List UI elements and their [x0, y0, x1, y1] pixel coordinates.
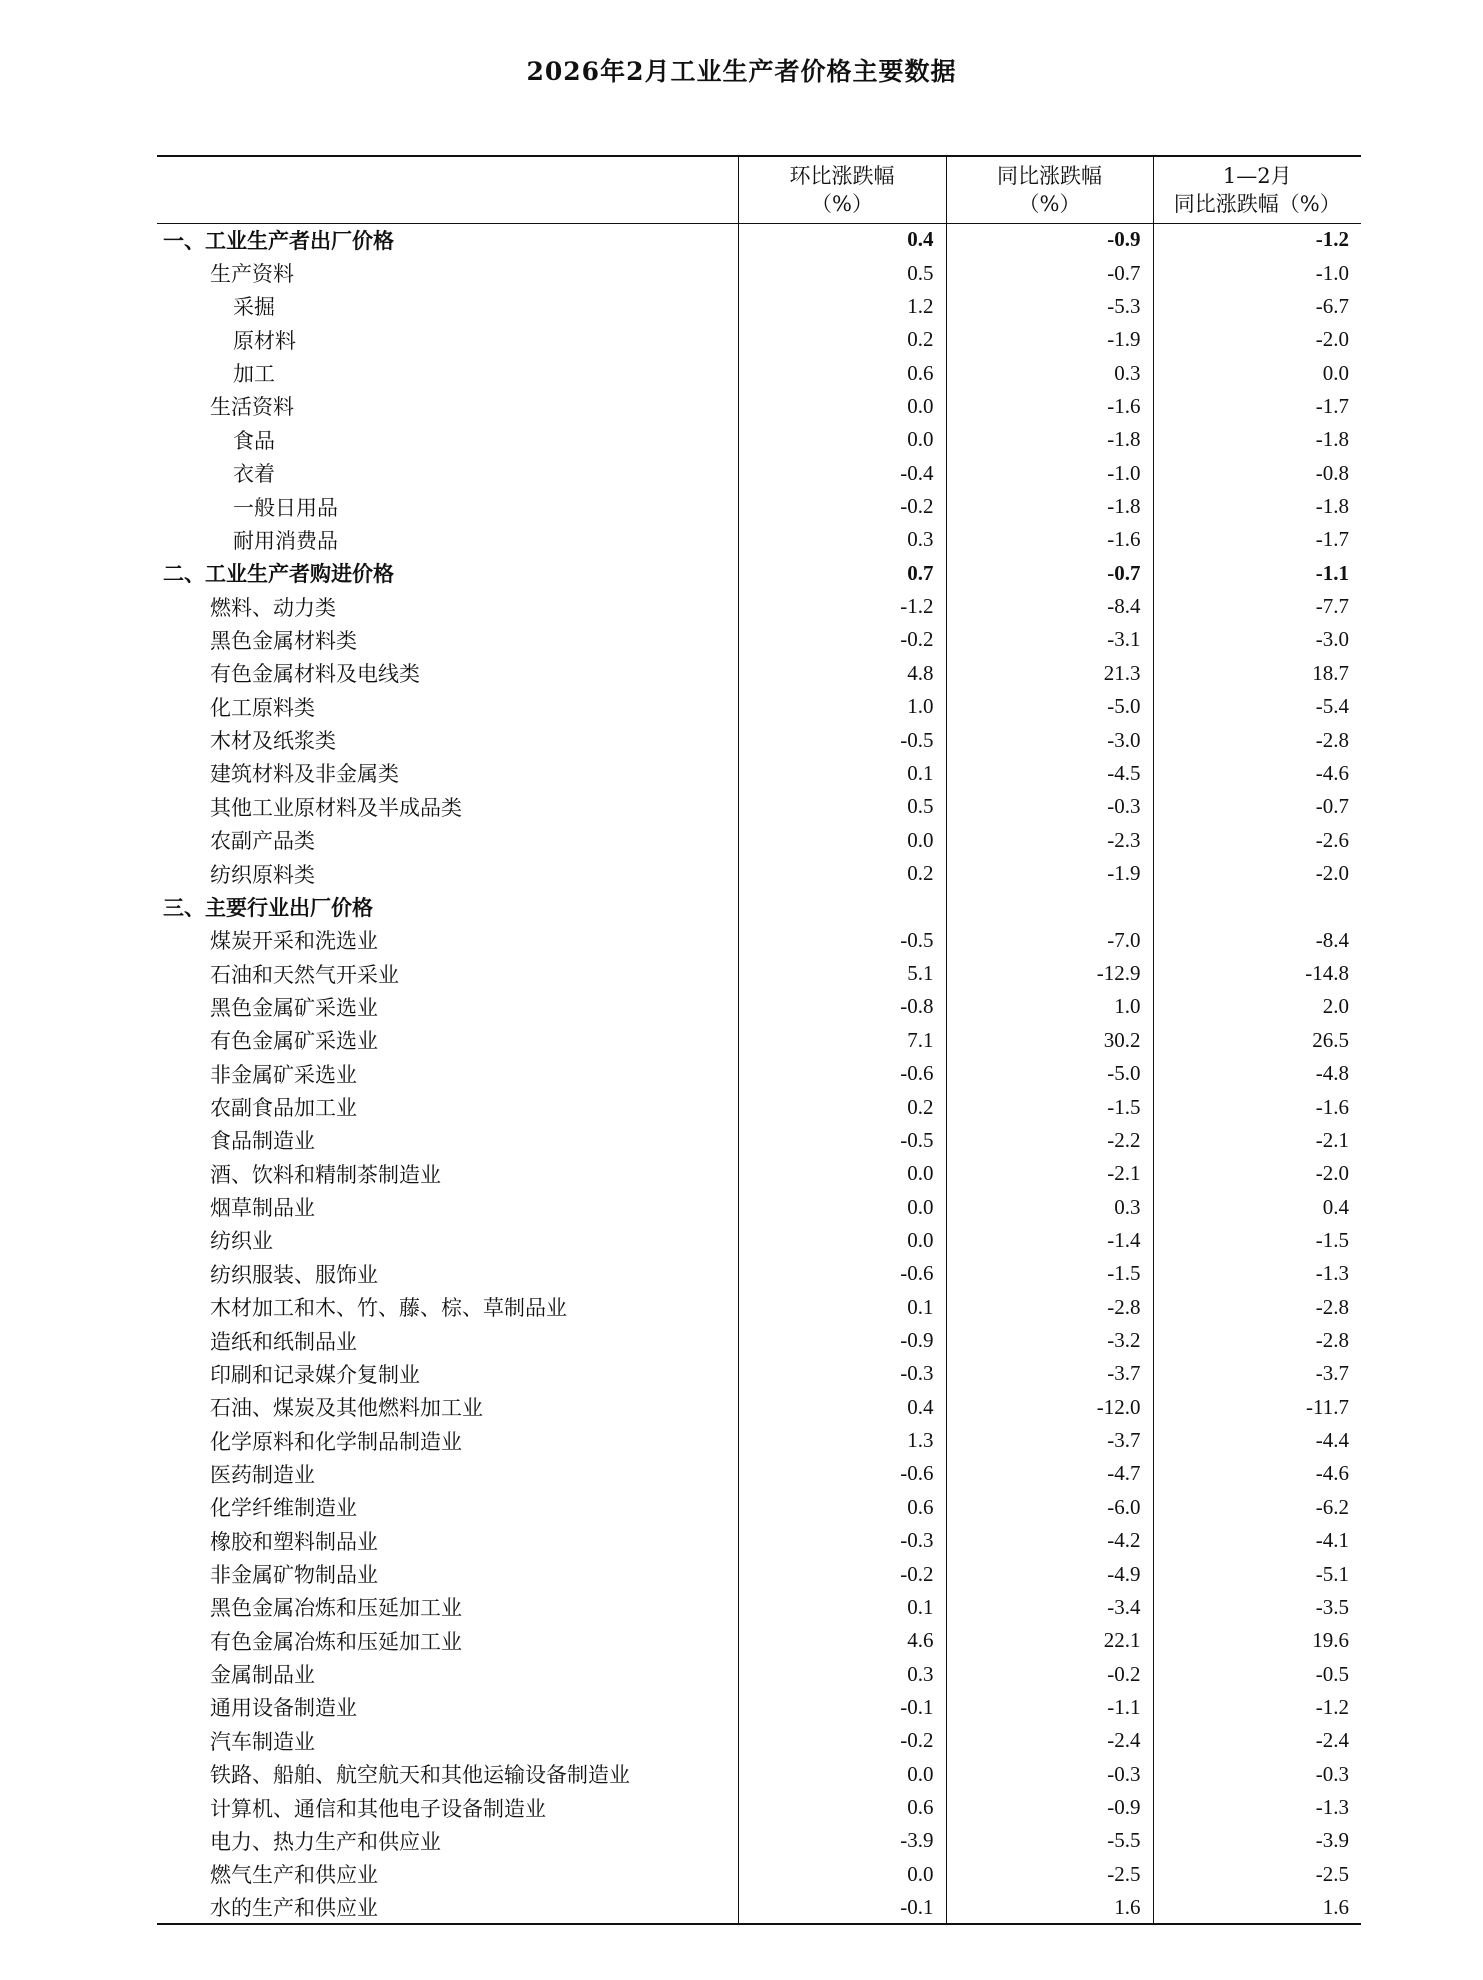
row-yoy-value: -12.9 [946, 957, 1153, 990]
table-row [157, 390, 1361, 423]
header-yoy-line1: 同比涨跌幅 [997, 163, 1102, 188]
table-row [157, 1024, 1361, 1057]
row-mom-value: 0.0 [738, 1858, 946, 1891]
row-mom-value: -1.2 [738, 590, 946, 623]
row-mom-value: 0.3 [738, 1657, 946, 1690]
table-header-row [157, 156, 1361, 223]
row-label: 通用设备制造业 [210, 1696, 357, 1721]
row-ytd-value: -1.2 [1153, 1691, 1361, 1724]
row-ytd-value: 18.7 [1153, 657, 1361, 690]
row-ytd-value: -5.1 [1153, 1557, 1361, 1590]
table-row [157, 924, 1361, 957]
row-ytd-value: -2.0 [1153, 323, 1361, 356]
row-label: 计算机、通信和其他电子设备制造业 [210, 1796, 546, 1821]
row-ytd-value: 1.6 [1153, 1891, 1361, 1924]
row-ytd-value: -3.9 [1153, 1824, 1361, 1857]
row-ytd-value: -2.8 [1153, 723, 1361, 756]
row-mom-value: -0.1 [738, 1891, 946, 1924]
table-row [157, 1724, 1361, 1757]
row-mom-value: -0.2 [738, 623, 946, 656]
table-row [157, 790, 1361, 823]
table-row [157, 423, 1361, 456]
row-mom-value: 1.3 [738, 1424, 946, 1457]
row-mom-value: 0.0 [738, 1758, 946, 1791]
table-row [157, 1891, 1361, 1924]
row-yoy-value: -3.2 [946, 1324, 1153, 1357]
row-mom-value: 0.0 [738, 1157, 946, 1190]
row-ytd-value: -6.7 [1153, 290, 1361, 323]
row-yoy-value: -2.5 [946, 1858, 1153, 1891]
row-mom-value: -0.4 [738, 457, 946, 490]
row-ytd-value: -2.6 [1153, 823, 1361, 856]
row-mom-value: -0.2 [738, 1724, 946, 1757]
row-ytd-value: -2.8 [1153, 1291, 1361, 1324]
row-yoy-value: -2.2 [946, 1124, 1153, 1157]
table-row [157, 957, 1361, 990]
row-ytd-value: -1.8 [1153, 423, 1361, 456]
row-label: 有色金属矿采选业 [210, 1029, 378, 1054]
row-yoy-value: -2.1 [946, 1157, 1153, 1190]
row-yoy-value: -4.7 [946, 1457, 1153, 1490]
row-mom-value: 0.3 [738, 523, 946, 556]
row-yoy-value: -1.6 [946, 390, 1153, 423]
row-mom-value: 4.8 [738, 657, 946, 690]
row-yoy-value: -1.0 [946, 457, 1153, 490]
table-row [157, 1224, 1361, 1257]
row-yoy-value: -12.0 [946, 1391, 1153, 1424]
row-yoy-value: 1.0 [946, 990, 1153, 1023]
row-mom-value: -0.5 [738, 924, 946, 957]
row-ytd-value: -4.4 [1153, 1424, 1361, 1457]
table-row [157, 623, 1361, 656]
row-ytd-value: 19.6 [1153, 1624, 1361, 1657]
row-ytd-value: -1.7 [1153, 523, 1361, 556]
row-label: 非金属矿物制品业 [210, 1563, 378, 1588]
row-mom-value: 0.1 [738, 757, 946, 790]
row-label: 生产资料 [210, 262, 294, 287]
row-label: 化工原料类 [210, 695, 315, 720]
row-ytd-value: -2.8 [1153, 1324, 1361, 1357]
table-row [157, 256, 1361, 289]
row-ytd-value: -4.1 [1153, 1524, 1361, 1557]
table-row [157, 1557, 1361, 1590]
row-yoy-value: -1.4 [946, 1224, 1153, 1257]
section-row [157, 557, 1361, 590]
table-row [157, 1824, 1361, 1857]
table-row [157, 1758, 1361, 1791]
header-mom [738, 156, 946, 223]
row-label: 原材料 [233, 328, 296, 353]
row-yoy-value: -8.4 [946, 590, 1153, 623]
row-ytd-value: -4.6 [1153, 1457, 1361, 1490]
row-label: 农副产品类 [210, 829, 315, 854]
table-row [157, 823, 1361, 856]
row-label: 橡胶和塑料制品业 [210, 1529, 378, 1554]
row-mom-value: 0.5 [738, 256, 946, 289]
row-mom-value: 0.4 [738, 223, 946, 256]
row-ytd-value: -6.2 [1153, 1491, 1361, 1524]
header-yoy-line2: （%） [1018, 191, 1081, 216]
row-yoy-value: -4.9 [946, 1557, 1153, 1590]
row-mom-value: 0.6 [738, 1491, 946, 1524]
row-label: 木材加工和木、竹、藤、棕、草制品业 [210, 1296, 567, 1321]
row-mom-value: -0.6 [738, 1257, 946, 1290]
table-row [157, 1257, 1361, 1290]
row-label: 木材及纸浆类 [210, 729, 336, 754]
table-row [157, 1591, 1361, 1624]
table-row [157, 723, 1361, 756]
row-ytd-value: -4.6 [1153, 757, 1361, 790]
row-yoy-value: -0.9 [946, 223, 1153, 256]
row-yoy-value: -0.2 [946, 1657, 1153, 1690]
row-ytd-value: -2.0 [1153, 857, 1361, 890]
row-label: 金属制品业 [210, 1663, 315, 1688]
table-row [157, 990, 1361, 1023]
row-ytd-value: -2.1 [1153, 1124, 1361, 1157]
header-mom-line1: 环比涨跌幅 [789, 163, 895, 188]
row-label: 医药制造业 [210, 1462, 315, 1487]
row-yoy-value: 0.3 [946, 356, 1153, 389]
row-label: 黑色金属材料类 [210, 628, 357, 653]
row-mom-value: 0.6 [738, 356, 946, 389]
row-label: 造纸和纸制品业 [210, 1329, 357, 1354]
row-label: 黑色金属冶炼和压延加工业 [210, 1596, 462, 1621]
row-label: 石油、煤炭及其他燃料加工业 [210, 1396, 483, 1421]
row-label: 汽车制造业 [210, 1729, 315, 1754]
row-label: 农副食品加工业 [210, 1096, 357, 1121]
row-yoy-value: -4.2 [946, 1524, 1153, 1557]
row-ytd-value: -3.0 [1153, 623, 1361, 656]
row-ytd-value: -1.7 [1153, 390, 1361, 423]
row-ytd-value: -14.8 [1153, 957, 1361, 990]
row-label: 纺织业 [210, 1229, 273, 1254]
row-mom-value: 0.2 [738, 323, 946, 356]
row-yoy-value: 21.3 [946, 657, 1153, 690]
row-yoy-value: -0.7 [946, 557, 1153, 590]
row-ytd-value: 26.5 [1153, 1024, 1361, 1057]
row-mom-value: 0.0 [738, 1224, 946, 1257]
row-mom-value: 0.2 [738, 857, 946, 890]
row-label: 有色金属冶炼和压延加工业 [210, 1629, 462, 1654]
row-yoy-value: 22.1 [946, 1624, 1153, 1657]
row-ytd-value: 0.0 [1153, 356, 1361, 389]
row-yoy-value: -1.5 [946, 1090, 1153, 1123]
row-ytd-value: -3.5 [1153, 1591, 1361, 1624]
row-mom-value: 0.0 [738, 390, 946, 423]
row-yoy-value: -2.3 [946, 823, 1153, 856]
row-yoy-value: -3.7 [946, 1424, 1153, 1457]
row-yoy-value: -1.6 [946, 523, 1153, 556]
row-label: 有色金属材料及电线类 [210, 662, 420, 687]
row-yoy-value: 0.3 [946, 1190, 1153, 1223]
row-label: 纺织原料类 [210, 862, 315, 887]
row-label: 煤炭开采和洗选业 [210, 929, 378, 954]
header-yoy [946, 156, 1153, 223]
row-label: 纺织服装、服饰业 [210, 1262, 378, 1287]
row-label: 电力、热力生产和供应业 [210, 1829, 441, 1854]
row-label: 酒、饮料和精制茶制造业 [210, 1162, 441, 1187]
row-label: 黑色金属矿采选业 [210, 995, 378, 1020]
row-yoy-value: -0.3 [946, 790, 1153, 823]
row-yoy-value: -5.0 [946, 690, 1153, 723]
row-yoy-value: -2.4 [946, 1724, 1153, 1757]
row-yoy-value: -6.0 [946, 1491, 1153, 1524]
row-label: 三、主要行业出厂价格 [163, 894, 373, 920]
row-label: 一、工业生产者出厂价格 [163, 227, 394, 253]
table-row [157, 857, 1361, 890]
row-yoy-value: -1.8 [946, 423, 1153, 456]
row-label: 化学纤维制造业 [210, 1496, 357, 1521]
table-row [157, 356, 1361, 389]
row-ytd-value [1153, 890, 1361, 923]
row-mom-value: 0.5 [738, 790, 946, 823]
row-label: 食品制造业 [210, 1129, 315, 1154]
table-row [157, 1424, 1361, 1457]
row-yoy-value: -5.5 [946, 1824, 1153, 1857]
row-mom-value: -0.5 [738, 1124, 946, 1157]
table-row [157, 1357, 1361, 1390]
row-mom-value: 1.2 [738, 290, 946, 323]
row-label: 衣着 [233, 462, 275, 487]
row-mom-value: -0.1 [738, 1691, 946, 1724]
row-ytd-value: -1.6 [1153, 1090, 1361, 1123]
header-ytd-line1: 1—2月 [1222, 163, 1292, 188]
row-mom-value [738, 890, 946, 923]
table-row [157, 1491, 1361, 1524]
row-label: 其他工业原材料及半成品类 [210, 795, 462, 820]
row-mom-value: -0.2 [738, 1557, 946, 1590]
row-label: 烟草制品业 [210, 1196, 315, 1221]
row-mom-value: 7.1 [738, 1024, 946, 1057]
row-ytd-value: -2.4 [1153, 1724, 1361, 1757]
row-label: 铁路、船舶、航空航天和其他运输设备制造业 [210, 1763, 630, 1788]
table-row [157, 590, 1361, 623]
row-mom-value: -0.6 [738, 1457, 946, 1490]
table-row [157, 1524, 1361, 1557]
section-row [157, 890, 1361, 923]
row-mom-value: 0.6 [738, 1791, 946, 1824]
row-mom-value: -0.3 [738, 1524, 946, 1557]
row-mom-value: 0.0 [738, 423, 946, 456]
table-row [157, 1624, 1361, 1657]
header-item [157, 156, 738, 223]
table-row [157, 323, 1361, 356]
table-row [157, 1657, 1361, 1690]
row-ytd-value: -8.4 [1153, 924, 1361, 957]
row-ytd-value: 0.4 [1153, 1190, 1361, 1223]
row-mom-value: -0.6 [738, 1057, 946, 1090]
row-label: 采掘 [233, 295, 275, 320]
row-ytd-value: -0.7 [1153, 790, 1361, 823]
row-ytd-value: -0.8 [1153, 457, 1361, 490]
table-row [157, 657, 1361, 690]
row-label: 生活资料 [210, 395, 294, 420]
row-mom-value: -0.8 [738, 990, 946, 1023]
row-yoy-value: -3.0 [946, 723, 1153, 756]
row-yoy-value: -0.7 [946, 256, 1153, 289]
row-yoy-value: 1.6 [946, 1891, 1153, 1924]
row-label: 燃气生产和供应业 [210, 1863, 378, 1888]
row-yoy-value: -7.0 [946, 924, 1153, 957]
table-row [157, 1190, 1361, 1223]
table-row [157, 1391, 1361, 1424]
row-yoy-value: -1.1 [946, 1691, 1153, 1724]
row-ytd-value: -7.7 [1153, 590, 1361, 623]
row-yoy-value: -0.3 [946, 1758, 1153, 1791]
row-label: 食品 [233, 428, 275, 453]
row-ytd-value: -2.0 [1153, 1157, 1361, 1190]
row-mom-value: -0.3 [738, 1357, 946, 1390]
row-label: 建筑材料及非金属类 [210, 762, 399, 787]
row-label: 耐用消费品 [233, 528, 338, 553]
table-row [157, 1057, 1361, 1090]
row-mom-value: 0.2 [738, 1090, 946, 1123]
row-mom-value: -0.5 [738, 723, 946, 756]
row-yoy-value: -4.5 [946, 757, 1153, 790]
header-ytd-line2: 同比涨跌幅（%） [1173, 191, 1341, 216]
row-mom-value: 0.7 [738, 557, 946, 590]
row-mom-value: 0.1 [738, 1591, 946, 1624]
row-yoy-value: -5.3 [946, 290, 1153, 323]
row-label: 二、工业生产者购进价格 [163, 561, 394, 587]
row-mom-value: -3.9 [738, 1824, 946, 1857]
table-row [157, 523, 1361, 556]
row-label: 加工 [233, 362, 275, 387]
row-ytd-value: -11.7 [1153, 1391, 1361, 1424]
row-ytd-value: -1.8 [1153, 490, 1361, 523]
table-row [157, 1090, 1361, 1123]
row-label: 印刷和记录媒介复制业 [210, 1362, 420, 1387]
header-ytd [1153, 156, 1361, 223]
row-ytd-value: -1.2 [1153, 223, 1361, 256]
row-yoy-value: -1.5 [946, 1257, 1153, 1290]
row-ytd-value: 2.0 [1153, 990, 1361, 1023]
table-row [157, 1124, 1361, 1157]
row-yoy-value: -1.9 [946, 857, 1153, 890]
row-label: 燃料、动力类 [210, 595, 336, 620]
ppi-data-table [157, 155, 1361, 1925]
row-yoy-value: -3.4 [946, 1591, 1153, 1624]
row-mom-value: 5.1 [738, 957, 946, 990]
row-label: 一般日用品 [233, 495, 338, 520]
row-yoy-value: -2.8 [946, 1291, 1153, 1324]
table-row [157, 1324, 1361, 1357]
table-row [157, 1157, 1361, 1190]
row-ytd-value: -1.3 [1153, 1257, 1361, 1290]
row-yoy-value: -3.1 [946, 623, 1153, 656]
table-row [157, 1291, 1361, 1324]
row-ytd-value: -0.3 [1153, 1758, 1361, 1791]
row-label: 化学原料和化学制品制造业 [210, 1429, 462, 1454]
row-mom-value: -0.9 [738, 1324, 946, 1357]
row-mom-value: 0.0 [738, 823, 946, 856]
row-ytd-value: -1.0 [1153, 256, 1361, 289]
row-ytd-value: -1.5 [1153, 1224, 1361, 1257]
table-row [157, 757, 1361, 790]
row-mom-value: 4.6 [738, 1624, 946, 1657]
row-yoy-value: -0.9 [946, 1791, 1153, 1824]
table-row [157, 690, 1361, 723]
table-row [157, 490, 1361, 523]
row-yoy-value: -5.0 [946, 1057, 1153, 1090]
row-ytd-value: -4.8 [1153, 1057, 1361, 1090]
row-label: 石油和天然气开采业 [210, 962, 399, 987]
row-label: 水的生产和供应业 [157, 1891, 738, 1924]
row-ytd-value: -1.1 [1153, 557, 1361, 590]
table-row [157, 290, 1361, 323]
table-row [157, 1858, 1361, 1891]
section-row [157, 223, 1361, 256]
table-row [157, 457, 1361, 490]
row-yoy-value [946, 890, 1153, 923]
row-ytd-value: -3.7 [1153, 1357, 1361, 1390]
row-yoy-value: 30.2 [946, 1024, 1153, 1057]
table-row [157, 1791, 1361, 1824]
row-mom-value: 1.0 [738, 690, 946, 723]
row-ytd-value: -0.5 [1153, 1657, 1361, 1690]
row-mom-value: 0.4 [738, 1391, 946, 1424]
row-ytd-value: -5.4 [1153, 690, 1361, 723]
row-ytd-value: -1.3 [1153, 1791, 1361, 1824]
row-yoy-value: -1.8 [946, 490, 1153, 523]
row-yoy-value: -3.7 [946, 1357, 1153, 1390]
table-body [157, 223, 1361, 1924]
row-label: 非金属矿采选业 [210, 1062, 357, 1087]
page-title: 2026年2月工业生产者价格主要数据 [526, 57, 957, 86]
row-mom-value: 0.0 [738, 1190, 946, 1223]
header-mom-line2: （%） [811, 191, 873, 216]
row-mom-value: 0.1 [738, 1291, 946, 1324]
table-row [157, 1691, 1361, 1724]
row-yoy-value: -1.9 [946, 323, 1153, 356]
table-row [157, 1457, 1361, 1490]
row-ytd-value: -2.5 [1153, 1858, 1361, 1891]
row-mom-value: -0.2 [738, 490, 946, 523]
